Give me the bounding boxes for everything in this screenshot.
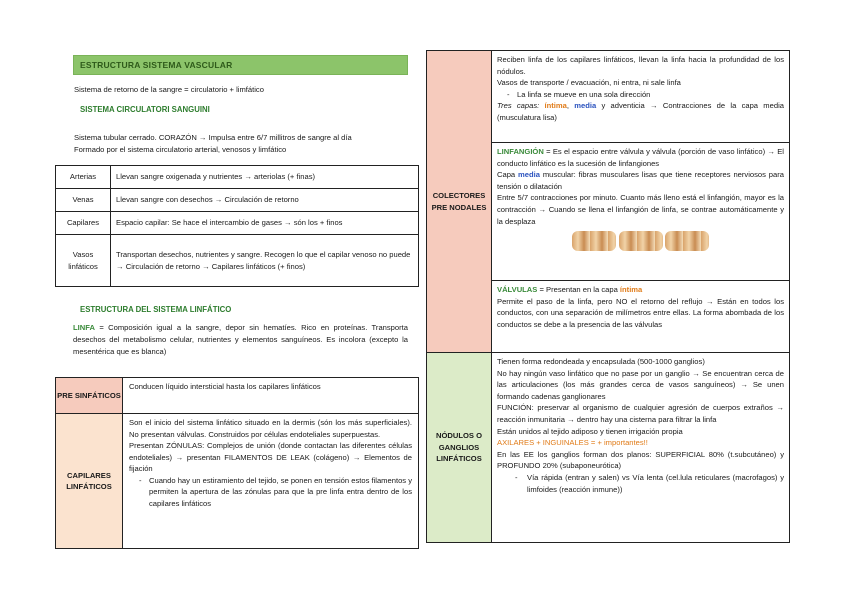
- lymph-start-table: [55, 377, 419, 549]
- main-title: ESTRUCTURA SISTEMA VASCULAR: [73, 55, 408, 75]
- table-row: [427, 51, 790, 143]
- capilares-label: CAPILARES LINFÁTICOS: [56, 414, 123, 549]
- bullet-dash: -: [515, 472, 518, 482]
- table-row: [56, 189, 419, 212]
- linfa-term: LINFA: [73, 323, 95, 332]
- valvulas-term: VÁLVULAS: [497, 285, 538, 294]
- nod-p4: Están unidos al tejido adiposo y tienen irrigación propia: [497, 426, 683, 436]
- capilares-bullet: Cuando hay un estiramiento del tejido, se ponen en tensión estos filamentos y permiten la apertura de las zónulas para que la pre linfa entra dentro de los capilares linfáticos: [149, 475, 412, 508]
- valvulas-text1: = Presentan en la capa: [537, 285, 620, 294]
- table-row: [56, 212, 419, 235]
- linfangion-text: = Es el espacio entre válvula y válvula (porción de vaso linfático) → El conducto linfático es la sucesión de linfangiones: [497, 147, 784, 168]
- col-bullet: La linfa se mueve en una sola dirección: [517, 89, 651, 99]
- table-row: [427, 353, 790, 543]
- valvulas-intima: íntima: [619, 285, 643, 294]
- capas-line: [497, 100, 784, 123]
- vessel-label: Capilares: [56, 212, 111, 235]
- pre-sinfaticos-text: Conducen líquido intersticial hasta los capilares linfáticos: [123, 378, 419, 414]
- vessel-text: Transportan desechos, nutrientes y sangre. Recogen lo que el capilar venoso no puede → Circulación de retorno → Capilares linfáticos (+ finos): [111, 235, 419, 287]
- vessel-label: Vasos linfáticos: [56, 235, 111, 287]
- tubular-text: [74, 132, 409, 156]
- contracciones-text: Entre 5/7 contracciones por minuto. Cuanto más lleno está el linfangión, mayor es la contracción → Cuando se llena el linfangión de linfa, se contrae automáticamente y la desplaza: [497, 193, 784, 226]
- nod-p1: Tienen forma redondeada y encapsulada (500-1000 ganglios): [497, 357, 705, 366]
- linfangion-cell: [492, 143, 790, 281]
- capa-sep2: y adventicia → Contracciones de la capa media (musculatura lisa): [497, 101, 784, 122]
- vessel-label: Arterias: [56, 166, 111, 189]
- tubular-line-2: Formado por el sistema circulatorio arterial, venosos y limfático: [74, 145, 287, 154]
- linfangion-line: [497, 146, 784, 169]
- lymphatic-vessel-illustration-icon: [497, 231, 784, 255]
- vessel-text: Llevan sangre con desechos → Circulación de retorno: [111, 189, 419, 212]
- valvulas-text2: Permite el paso de la linfa, pero NO el retorno del reflujo → Están en todos los conductos, con una separación de milímetros entre ellas. La forma abombada de los conductos se debe a la presencia de las válvulas: [497, 296, 784, 329]
- capilares-p2: Presentan ZÓNULAS: Complejos de unión (donde contactan las diferentes células endoteliales) → presentan FILAMENTOS DE LEAK (colágeno) → Elementos de fijación: [129, 441, 412, 473]
- vessel-label: Venas: [56, 189, 111, 212]
- capa-media-rest: muscular: fibras musculares lisas que tiene receptores nerviosos para tensión o dilatación: [497, 170, 785, 191]
- vessels-table: [55, 165, 419, 287]
- linfa-text: = Composición igual a la sangre, depor sin hematíes. Rico en proteínas. Transporta desechos del metabolismo celular, nutrientes y elementos sanguíneos. Es incolora (excepto la mesentérica que es blanca): [73, 323, 408, 356]
- col-p1: Reciben linfa de los capilares linfáticos, llevan la linfa hacia la profundidad de los nódulos.: [497, 55, 784, 76]
- capa-media-lead: Capa: [497, 170, 519, 180]
- nodulos-cell: [492, 353, 790, 543]
- nod-p2: No hay ningún vaso linfático que no pase por un ganglio → Se encuentran cerca de las articulaciones (los más grandes cerca de vasos sanguíneos) → Se unen formando cadenas ganglionares: [497, 368, 784, 401]
- subtitle-circulatorio: SISTEMA CIRCULATORI SANGUINI: [80, 105, 210, 114]
- list-item: [497, 472, 784, 495]
- tubular-line-1: Sistema tubular cerrado. CORAZÓN → Impulsa entre 6/7 millitros de sangre al día: [74, 133, 352, 142]
- table-row: [56, 378, 419, 414]
- nodulos-label: NÓDULOS O GANGLIOS LINFÁTICOS: [427, 353, 492, 543]
- nod-bullet: Vía rápida (entran y salen) vs Vía lenta (cel.lula reticulares (macrofagos) y limfoides (reacción inmune)): [527, 472, 784, 494]
- nod-p6: En las EE los ganglios forman dos planos: SUPERFICIAL 80% (t.subcutáneo) y PROFUNDO 20% (subaponeurótica): [497, 449, 784, 471]
- bullet-dash: -: [139, 475, 142, 485]
- capilares-p1: Son el inicio del sistema linfático situado en la dermis (són los más superficiales). No presentan válvulas. Construidos por células endoteliales superpuestas.: [129, 418, 412, 439]
- linfangion-term: LINFANGIÓN: [497, 147, 544, 156]
- capilares-content: [123, 414, 419, 549]
- right-table: [426, 50, 790, 543]
- table-row: [56, 235, 419, 287]
- col-p2: Vasos de transporte / evacuación, ni entra, ni sale linfa: [497, 78, 681, 88]
- capa-sep1: ,: [566, 101, 575, 111]
- pre-sinfaticos-label: PRE SINFÁTICOS: [56, 378, 123, 414]
- valvulas-cell: [492, 281, 790, 353]
- bullet-dash: -: [507, 89, 510, 99]
- capa-media: media: [574, 101, 597, 111]
- vessel-text: Llevan sangre oxigenada y nutrientes → arteriolas (+ finas): [111, 166, 419, 189]
- colectores-cell-1: [492, 51, 790, 143]
- capas-lead: Tres capas:: [497, 101, 545, 111]
- capa-media-line: [497, 169, 784, 192]
- nod-p3: FUNCIÓN: preservar al organismo de cualquier agresión de cuerpos extraños → reacción inmunitaria → dentro hay una cisterna para filtrar la linfa: [497, 403, 784, 424]
- intro-text: Sistema de retorno de la sangre = circulatorio + limfático: [74, 85, 264, 94]
- capa-media-word: media: [518, 170, 540, 180]
- colectores-label: COLECTORES PRE NODALES: [427, 51, 492, 353]
- nod-p5: AXILARES + INGUINALES = + importantes!!: [497, 438, 648, 448]
- valvulas-line: [497, 284, 784, 296]
- list-item: [129, 475, 412, 510]
- table-row: [56, 166, 419, 189]
- vessel-text: Espacio capilar: Se hace el intercambio de gases → són los + finos: [111, 212, 419, 235]
- list-item: [497, 89, 784, 101]
- capa-intima: íntima: [544, 101, 567, 111]
- linfa-paragraph: [73, 322, 408, 358]
- subtitle-linfatico: ESTRUCTURA DEL SISTEMA LINFÁTICO: [80, 305, 232, 314]
- table-row: [56, 414, 419, 549]
